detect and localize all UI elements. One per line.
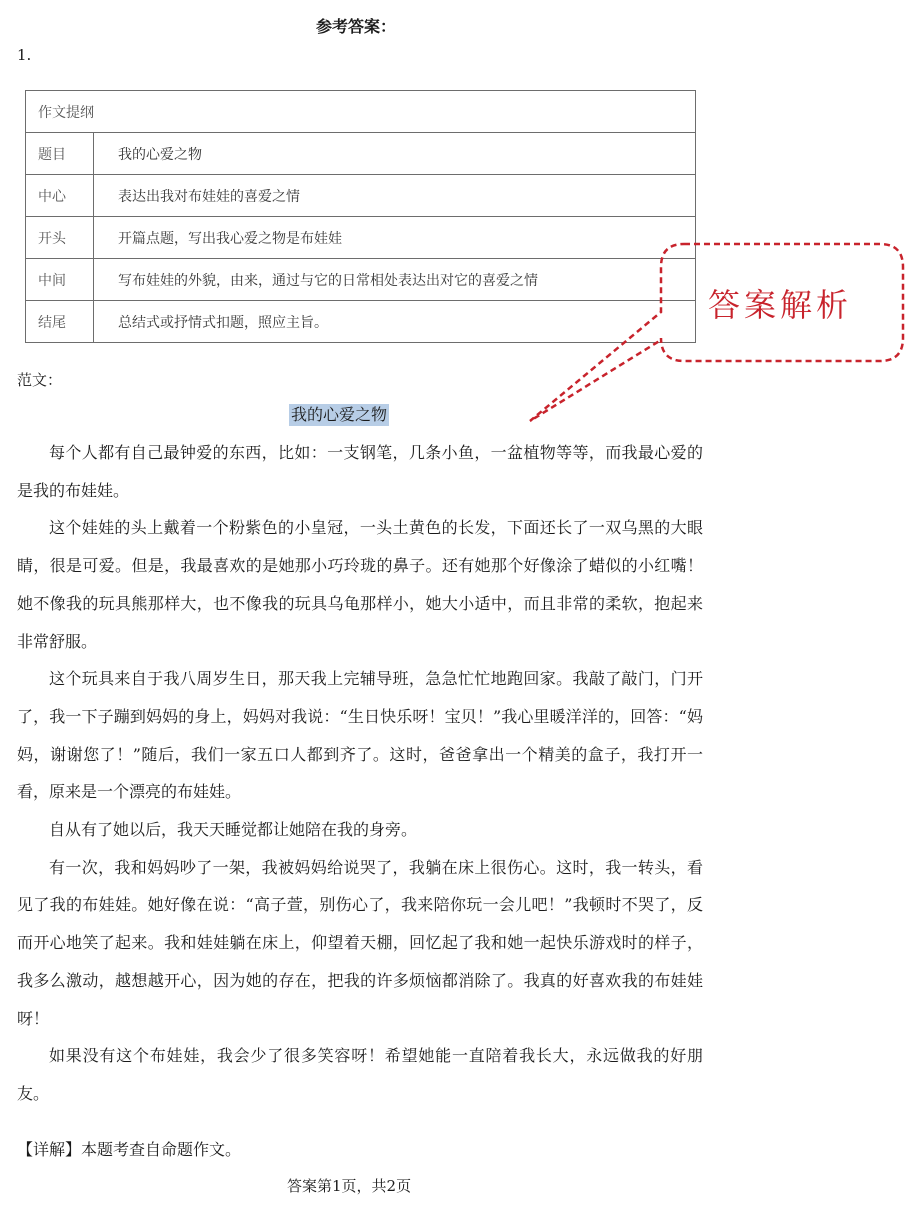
outline-row bbox=[26, 259, 696, 301]
outline-key: 开头 bbox=[26, 217, 94, 259]
outline-header-row bbox=[26, 91, 696, 133]
outline-value: 我的心爱之物 bbox=[94, 133, 696, 175]
outline-value: 写布娃娃的外貌，由来，通过与它的日常相处表达出对它的喜爱之情 bbox=[94, 259, 696, 301]
essay-paragraph: 有一次，我和妈妈吵了一架，我被妈妈给说哭了，我躺在床上很伤心。这时，我一转头，看见了我的布娃娃。她好像在说：“高子萱，别伤心了，我来陪你玩一会儿吧！”我顿时不哭了，反而开心地笑了起来。我和娃娃躺在床上，仰望着天棚，回忆起了我和她一起快乐游戏时的样子，我多么激动，越想越开心，因为她的存在，把我的许多烦恼都消除了。我真的好喜欢我的布娃娃呀！ bbox=[17, 857, 703, 1028]
outline-value: 开篇点题，写出我心爱之物是布娃娃 bbox=[94, 217, 696, 259]
essay-paragraph: 自从有了她以后，我天天睡觉都让她陪在我的身旁。 bbox=[49, 820, 418, 840]
question-number: 1. bbox=[17, 46, 32, 64]
outline-key: 题目 bbox=[26, 133, 94, 175]
outline-row bbox=[26, 175, 696, 217]
outline-row bbox=[26, 301, 696, 343]
outline-key: 中间 bbox=[26, 259, 94, 301]
essay-paragraph: 这个娃娃的头上戴着一个粉紫色的小皇冠，一头土黄色的长发，下面还长了一双乌黑的大眼睛，很是可爱。但是，我最喜欢的是她那小巧玲珑的鼻子。还有她那个好像涂了蜡似的小红嘴！她不像我的玩具熊那样大，也不像我的玩具乌龟那样小，她大小适中，而且非常的柔软，抱起来非常舒服。 bbox=[17, 518, 703, 651]
page-heading: 参考答案： bbox=[316, 17, 397, 36]
outline-value: 表达出我对布娃娃的喜爱之情 bbox=[94, 175, 696, 217]
detail-note: 【详解】本题考查自命题作文。 bbox=[17, 1140, 242, 1159]
outline-header: 作文提纲 bbox=[26, 91, 696, 133]
outline-value: 总结式或抒情式扣题，照应主旨。 bbox=[94, 301, 696, 343]
outline-row bbox=[26, 133, 696, 175]
outline-table bbox=[25, 90, 696, 343]
outline-row bbox=[26, 217, 696, 259]
outline-key: 结尾 bbox=[26, 301, 94, 343]
essay-paragraph: 每个人都有自己最钟爱的东西，比如：一支钢笔，几条小鱼，一盆植物等等，而我最心爱的是我的布娃娃。 bbox=[17, 443, 703, 500]
essay-paragraph: 这个玩具来自于我八周岁生日，那天我上完辅导班，急急忙忙地跑回家。我敲了敲门，门开了，我一下子蹦到妈妈的身上，妈妈对我说：“生日快乐呀！宝贝！”我心里暖洋洋的，回答：“妈妈，谢谢您了！”随后，我们一家五口人都到齐了。这时，爸爸拿出一个精美的盒子，我打开一看，原来是一个漂亮的布娃娃。 bbox=[17, 669, 703, 802]
essay-title: 我的心爱之物 bbox=[291, 405, 388, 424]
callout-label: 答案解析 bbox=[708, 286, 853, 324]
sample-label: 范文： bbox=[17, 371, 63, 389]
essay-body bbox=[17, 434, 703, 1113]
outline-key: 中心 bbox=[26, 175, 94, 217]
essay-paragraph: 如果没有这个布娃娃，我会少了很多笑容呀！希望她能一直陪着我长大，永远做我的好朋友。 bbox=[17, 1046, 703, 1103]
page-footer: 答案第1页，共2页 bbox=[287, 1177, 412, 1195]
